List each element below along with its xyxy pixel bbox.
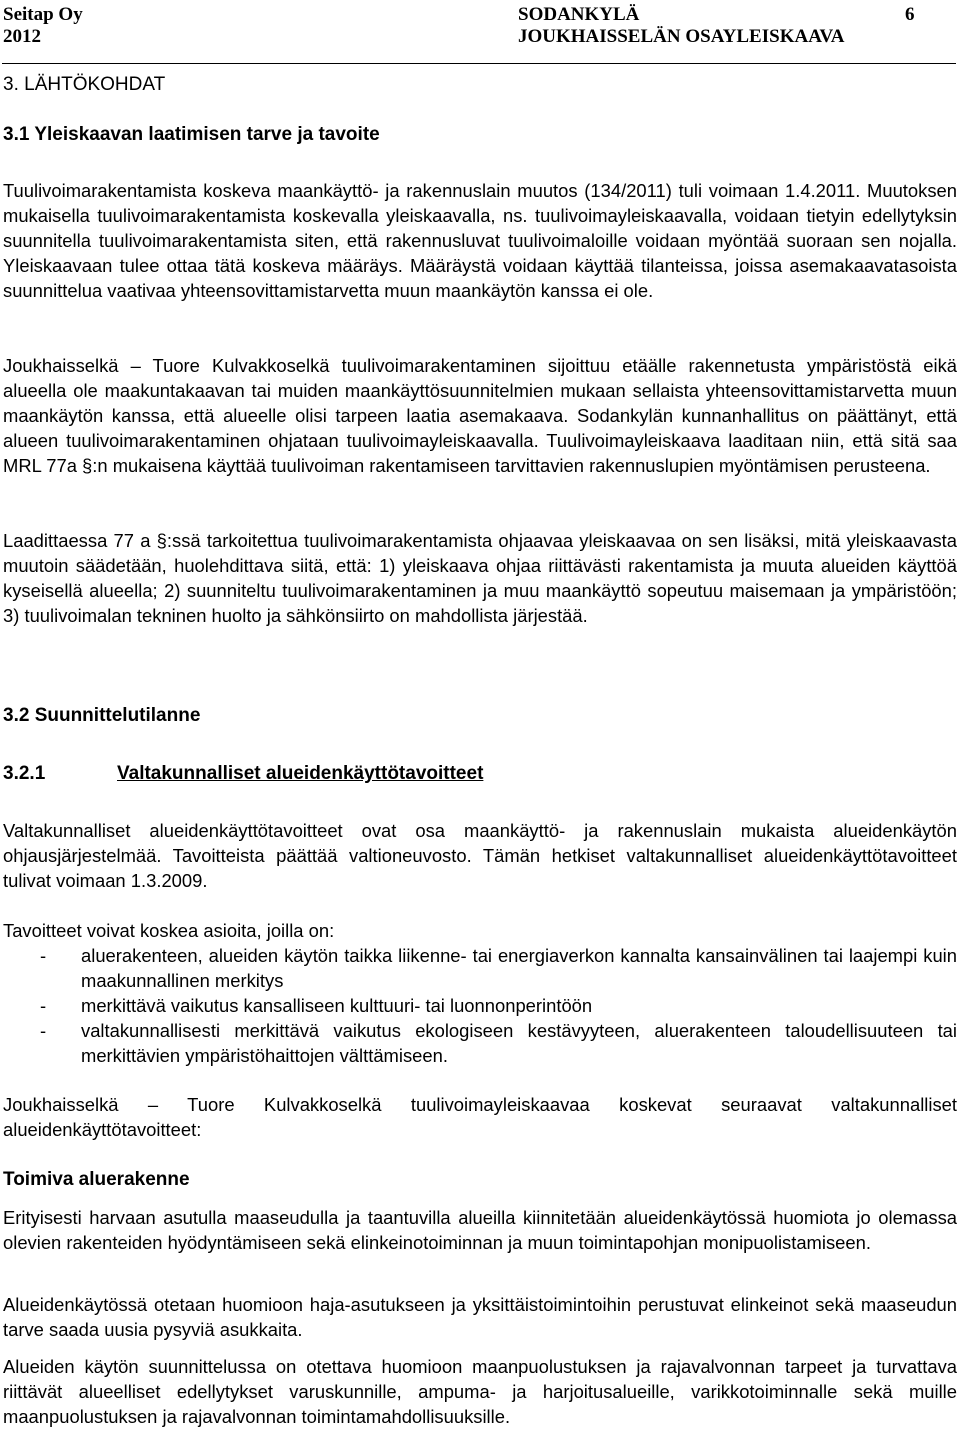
- subsection-paragraph-3: Alueiden käytön suunnittelussa on otettava huomioon maanpuolustuksen ja rajavalvonnan tarpeet ja turvattava riittävät alueelliset edellytykset varuskunnille, ampuma- ja harjoitusalueille, varikkotoiminnalle sekä muille maanpuolustuksen ja rajavalvonnan toimintamahdollisuuksille.: [3, 1356, 957, 1427]
- section-3-title: 3. LÄHTÖKOHDAT: [3, 74, 166, 95]
- section-3-2-1-paragraph-2: Joukhaisselkä – Tuore Kulvakkoselkä tuulivoimayleiskaavaa koskevat seuraavat valtakunnalliset alueidenkäyttötavoitteet:: [3, 1094, 957, 1140]
- header-rule: [2, 63, 956, 64]
- objectives-intro: Tavoitteet voivat koskea asioita, joilla on:: [3, 920, 335, 941]
- header-municipality: SODANKYLÄ: [518, 4, 640, 25]
- list-dash: -: [40, 1020, 47, 1041]
- section-3-2-1-paragraph-1: Valtakunnalliset alueidenkäyttötavoitteet ovat osa maankäyttö- ja rakennuslain mukaista alueidenkäytön ohjausjärjestelmää. Tavoitteista päättää valtioneuvosto. Tämän hetkiset valtakunnalliset alueidenkäyttötavoitteet tulivat voimaan 1.3.2009.: [3, 820, 957, 891]
- list-item-text: aluerakenteen, alueiden käytön taikka liikenne- tai energiaverkon kannalta kansainvälinen tai laajempi kuin maakunnallinen merkitys: [81, 945, 957, 991]
- section-3-1-title: 3.1 Yleiskaavan laatimisen tarve ja tavoite: [3, 124, 380, 145]
- list-dash: -: [40, 945, 47, 966]
- header-company: Seitap Oy: [3, 4, 83, 25]
- header-year: 2012: [3, 26, 41, 47]
- list-item: [3, 1018, 957, 1068]
- subsection-paragraph-1: Erityisesti harvaan asutulla maaseudulla ja taantuvilla alueilla kiinnitetään alueidenkäytössä huomiota jo olemassa olevien rakenteiden hyödyntämiseen sekä elinkeinotoiminnan ja muun toimintapohjan monipuolistamiseen.: [3, 1207, 957, 1253]
- list-item-text: valtakunnallisesti merkittävä vaikutus ekologiseen kestävyyteen, aluerakenteen taloudellisuuteen tai merkittävien ympäristöhaittojen välttämiseen.: [81, 1020, 957, 1066]
- section-3-1-paragraph-2: Joukhaisselkä – Tuore Kulvakkoselkä tuulivoimarakentaminen sijoittuu etäälle rakennetusta ympäristöstä eikä alueella ole maakuntakaavan tai muiden maankäyttösuunnitelmien mukaan sellaista yhteensovittamistarvetta muun maankäytön kanssa, että alueelle olisi tarpeen laatia asemakaava. Sodankylän kunnanhallitus on päättänyt, että alueen tuulivoimarakentaminen ohjataan tuulivoimayleiskaavalla. Tuulivoimayleiskaava laaditaan niin, että sitä saa MRL 77a §:n mukaisena käyttää tuulivoiman rakentamiseen tarvittavien rakennuslupien myöntämisen perusteena.: [3, 355, 957, 476]
- subsection-paragraph-2: Alueidenkäytössä otetaan huomioon haja-asutukseen ja yksittäistoimintoihin perustuvat elinkeinot sekä maaseudun tarve saada uusia pysyviä asukkaita.: [3, 1294, 957, 1340]
- section-3-1-paragraph-1: Tuulivoimarakentamista koskeva maankäyttö- ja rakennuslain muutos (134/2011) tuli voimaan 1.4.2011. Muutoksen mukaisella tuulivoimarakentamista koskevalla yleiskaavalla, ns. tuulivoimayleiskaavalla, voidaan tietyin edellytyksin suunnitella tuulivoimarakentamista siten, että rakennusluvat tuulivoimaloille voidaan myöntää suoraan sen nojalla. Yleiskaavaan tulee ottaa tätä koskeva määräys. Määräystä voidaan käyttää tilanteissa, joissa asemakaavatasoista suunnittelua vaativaa yhteensovittamistarvetta muun maankäytön kanssa ei ole.: [3, 180, 957, 301]
- subsection-title: Toimiva aluerakenne: [3, 1169, 190, 1190]
- header-plan-name: JOUKHAISSELÄN OSAYLEISKAAVA: [518, 26, 845, 47]
- objectives-list: [3, 943, 957, 1068]
- list-item: [3, 993, 957, 1018]
- section-3-2-title: 3.2 Suunnittelutilanne: [3, 705, 201, 726]
- section-3-1-paragraph-3: Laadittaessa 77 a §:ssä tarkoitettua tuulivoimarakentamista ohjaavaa yleiskaavaa on sen lisäksi, mitä yleiskaavasta muutoin säädetään, huolehdittava siitä, että: 1) yleiskaava ohjaa riittävästi rakentamista ja muuta alueiden käyttöä kyseisellä alueella; 2) suunniteltu tuulivoimarakentaminen ja muu maankäyttö sopeutuu maisemaan ja ympäristöön; 3) tuulivoimalan tekninen huolto ja sähkönsiirto on mahdollista järjestää.: [3, 530, 957, 626]
- list-item-text: merkittävä vaikutus kansalliseen kulttuuri- tai luonnonperintöön: [81, 995, 593, 1016]
- page-number: 6: [905, 4, 915, 25]
- list-dash: -: [40, 995, 47, 1016]
- section-3-2-1-number: 3.2.1: [3, 763, 46, 784]
- list-item: [3, 943, 957, 993]
- section-3-2-1-title: Valtakunnalliset alueidenkäyttötavoitteet: [117, 763, 484, 784]
